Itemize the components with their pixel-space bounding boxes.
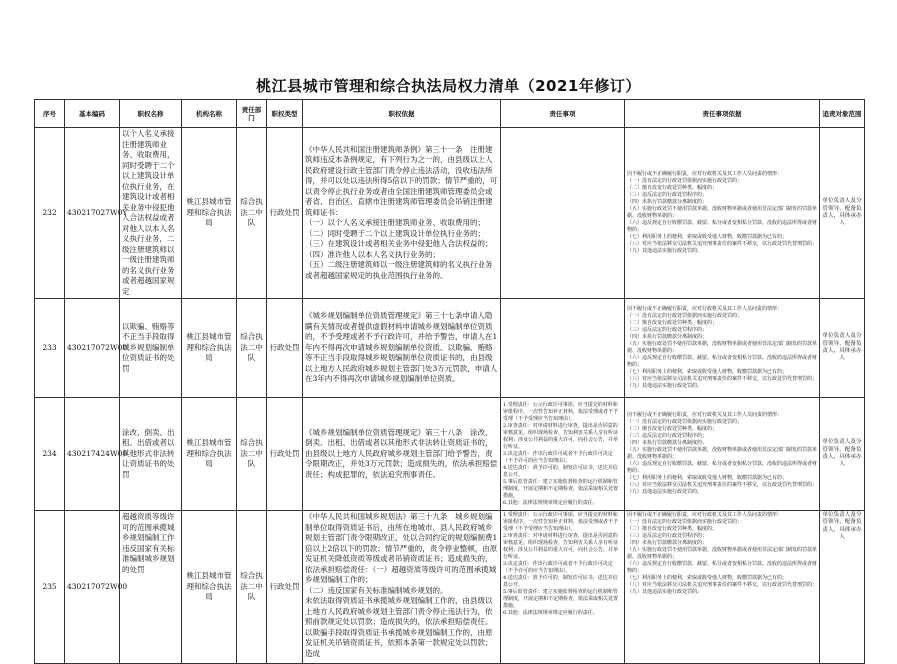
cell-duty-line: 5.事后监管责任：建立实施监督检查的运行机制和管理制度，开展定期和不定期检查，依法采取相关处置措施。 — [503, 589, 619, 609]
cell-duty-basis-line: （一）没有法定的行政处罚依据而实施行政处罚的； — [627, 519, 743, 525]
cell-type: 行政处罚 — [267, 128, 303, 299]
cell-duty-basis-line: 因不履行或不正确履行职责，应对行政机关及其工作人员问责的情形： — [627, 171, 783, 177]
cell-code: 430217424W00 — [65, 398, 120, 511]
header-code: 基本编码 — [65, 100, 120, 128]
cell-duty-line: 6.其他：法律法规规章规定应履行的责任。 — [503, 499, 598, 506]
header-no: 序号 — [35, 100, 65, 128]
cell-duty-basis-line: （九）其他违法实施行政处罚的。 — [627, 383, 703, 389]
header-dept: 责任部门 — [237, 100, 267, 128]
cell-duty-basis-line: （五）实施行政处罚不使用罚款单据，没收财物单据或者使用非法定部门制发的罚款单据、没收财物单据的； — [627, 447, 818, 460]
cell-type: 行政处罚 — [267, 299, 303, 398]
cell-duty-line: 6.其他：法律法规规章规定应履行的责任。 — [503, 610, 598, 616]
cell-duty-basis-line: （五）实施行政处罚不使用罚款单据，没收财物单据或者使用非法定部门制发的罚款单据、没收财物单据的； — [627, 547, 818, 560]
cell-no: 232 — [35, 128, 65, 299]
table-row — [35, 511, 865, 664]
cell-duty-basis-line: 因不履行或不正确履行职责，应对行政机关及其工作人员问责的情形： — [627, 412, 783, 418]
header-org: 机构名称 — [182, 100, 237, 128]
cell-duty-basis-line: （四）未执行罚款缴款分离制度的； — [627, 440, 708, 446]
cell-duty-basis-line: （五）实施行政处罚不使用罚款单据，没收财物单据或者使用非法定部门制发的罚款单据、没收财物单据的； — [627, 341, 818, 354]
cell-duty-basis-line: （八）对应当依法移交司法机关追究刑事责任的案件不移交，以行政处罚代替刑罚的； — [627, 582, 818, 588]
cell-duty-basis-line: （四）未执行罚款缴款分离制度的； — [627, 540, 708, 546]
cell-duty-basis-line: （一）没有法定的行政处罚依据而实施行政处罚的； — [627, 313, 743, 319]
cell-duty-basis-line: （三）违反法定的行政处罚程序的； — [627, 433, 708, 439]
cell-duty-basis-line: （九）其他违法实施行政处罚的。 — [627, 248, 703, 254]
cell-basis-line: 以欺骗手段取得资质证书承揽城乡规划编制工作的，由原发证机关吊销资质证书，依照本条第一款规定处以罚款；造成 — [305, 627, 493, 658]
cell-no: 233 — [35, 299, 65, 398]
cell-duty — [501, 511, 625, 664]
cell-duty-basis-line: （七）利用职务上的便利，索取或收受他人财物，收缴罚款据为已有的； — [627, 369, 788, 375]
header-duty: 责任事项 — [501, 100, 625, 128]
cell-duty-basis — [625, 128, 820, 299]
cell-duty-basis-line: 因不履行或不正确履行职责，应对行政机关及其工作人员问责的情形： — [627, 306, 783, 312]
cell-duty-basis — [625, 398, 820, 511]
cell-accountable: 单位负责人及分管领导，配备负责人，具体承办人 — [820, 511, 865, 664]
cell-basis — [303, 398, 501, 511]
cell-duty-line: 1.受理责任：公示行政许可事项、应当提交的材料和审批程序，一次性告知补正材料，依法受理或者不予受理（不予受理应当告知理由）。 — [503, 401, 619, 422]
page-title: 桃江县城市管理和综合执法局权力清单（2021年修订） — [256, 77, 641, 95]
cell-duty-basis — [625, 299, 820, 398]
cell-name: 以个人名义承接注册建筑师业务、收取费用，同时受聘于二个以上建筑设计单位执行业务，在建筑设计或者相关业务中侵犯他人合法权益或者对他人以本人名义执行业务，二级注册建筑师以一级注册建筑师的名义执行业务或者超越国家规定 — [120, 128, 182, 299]
cell-code: 430217072W00 — [65, 299, 120, 398]
cell-duty-basis-line: （九）其他违法实施行政处罚的。 — [627, 489, 703, 495]
cell-type: 行政处罚 — [267, 398, 303, 511]
cell-duty-basis-line: （七）利用职务上的便利，索取或收受他人财物，收缴罚款据为已有的； — [627, 234, 788, 240]
cell-basis — [303, 511, 501, 664]
cell-duty-line: 3.决定责任：作出行政许可或者不予行政许可决定（不予许可的应当告知理由）。 — [503, 561, 613, 574]
header-type: 职权类型 — [267, 100, 303, 128]
cell-duty-basis-line: （六）违反规定自行收缴罚款、截留、私分或者变相私分罚款、没收的违法所得或者财物的； — [627, 355, 818, 368]
cell-code: 430217027W0Y — [65, 128, 120, 299]
cell-duty-line: 2.审查责任：对申请材料进行审查，提出是否同意的审核意见，组织现场检查，告知利害关系人享有听证权利；涉及公共利益的重大许可，向社会公告，并举行听证。 — [503, 422, 619, 450]
cell-duty-basis-line: （一）没有法定的行政处罚依据而实施行政处罚的； — [627, 178, 743, 184]
table-header-row — [35, 100, 865, 128]
cell-basis-line: （四）准许他人以本人名义执行业务的； — [305, 249, 440, 259]
table-row — [35, 299, 865, 398]
header-name: 职权名称 — [120, 100, 182, 128]
cell-duty-basis-line: （六）违反规定自行收缴罚款、截留、私分或者变相私分罚款、没收的违法所得或者财物的； — [627, 220, 818, 233]
cell-duty — [501, 299, 625, 398]
header-duty-basis: 责任事项依据 — [625, 100, 820, 128]
cell-duty-basis-line: （八）对应当依法移交司法机关追究刑事责任的案件不移交，以行政处罚代替刑罚的； — [627, 482, 818, 488]
cell-duty-basis-line: （六）违反规定自行收缴罚款、截留、私分或者变相私分罚款、没收的违法所得或者财物的； — [627, 461, 818, 474]
cell-name: 以欺骗、贿赂等不正当手段取得城乡规划编制单位资质证书的处罚 — [120, 299, 182, 398]
cell-org: 桃江县城市管理和综合执法局 — [182, 299, 237, 398]
cell-duty-line: 4.送达责任：准予许可的，制发许可证书，送达并信息公开。 — [503, 575, 618, 588]
cell-dept: 综合执法二中队 — [237, 511, 267, 664]
cell-duty-basis-line: （二）擅自改变行政处罚种类、幅度的； — [627, 320, 718, 326]
cell-org: 桃江县城市管理和综合执法局 — [182, 511, 237, 664]
table-row — [35, 128, 865, 299]
cell-duty-basis — [625, 511, 820, 664]
cell-accountable: 单位负责人及分管领导，配备负责人，具体承办人 — [820, 398, 865, 511]
cell-no: 234 — [35, 398, 65, 511]
cell-basis-line: 《城乡规划编制单位资质管理规定》第三十七条申请人隐瞒有关情况或者提供虚假材料申请城乡规划编制单位资质的，不予受理或者不予行政许可，并给予警告，申请人在1年内不得再次申请城乡规划编制单位资质。以欺骗、贿赂等不正当手段取得城乡规划编制单位资质证书的，由县级以上地方人民政府城乡规划主管部门处3万元罚款，申请人在3年内不得再次申请城乡规划编制单位资质。 — [305, 311, 498, 384]
cell-duty-basis-line: （四）未执行罚款缴款分离制度的； — [627, 334, 708, 340]
cell-duty-basis-line: （二）擅自改变行政处罚种类、幅度的； — [627, 426, 718, 432]
cell-duty-basis-line: 因不履行或不正确履行职责，应对行政机关及其工作人员问责的情形： — [627, 512, 783, 518]
cell-basis-line: （二）违反国家有关标准编制城乡规划的。 — [305, 585, 448, 595]
cell-duty-basis-line: （七）利用职务上的便利，索取或收受他人财物，收缴罚款据为已有的； — [627, 575, 788, 581]
cell-dept: 综合执法二中队 — [237, 299, 267, 398]
cell-duty-basis-line: （二）擅自改变行政处罚种类、幅度的； — [627, 526, 718, 532]
cell-duty — [501, 128, 625, 299]
cell-basis-line: 《城乡规划编制单位资质管理规定》第三十八条 涂改、倒卖、出租、出借或者以其他形式非法转让资质证书的，由县级以上地方人民政府城乡规划主管部门给予警告，责令限期改正，并处3万元罚款；造成损失的，依法承担赔偿责任；构成犯罪的，依法追究刑事责任。 — [305, 427, 498, 479]
cell-basis-line: 未依法取得资质证书承揽城乡规划编制工作的，由县级以上地方人民政府城乡规划主管部门责令停止违法行为，依照前款规定处以罚款；造成损失的，依法承担赔偿责任。 — [305, 596, 493, 626]
cell-duty-basis-line: （九）其他违法实施行政处罚的。 — [627, 589, 703, 595]
cell-duty-basis-line: （八）对应当依法移交司法机关追究刑事责任的案件不移交，以行政处罚代替刑罚的； — [627, 241, 818, 247]
cell-duty — [501, 398, 625, 511]
cell-duty-basis-line: （八）对应当依法移交司法机关追究刑事责任的案件不移交，以行政处罚代替刑罚的； — [627, 376, 818, 382]
cell-duty-basis-line: （三）违反法定的行政处罚程序的； — [627, 533, 708, 539]
cell-duty-line: 1.受理责任：公示行政许可事项、应当提交的材料和审批程序，一次性告知补正材料，依法受理或者不予受理（不予受理应当告知理由）。 — [503, 512, 619, 532]
table-row — [35, 398, 865, 511]
cell-code: 430217072W00 — [65, 511, 120, 664]
cell-basis-line: （三）在建筑设计或者相关业务中侵犯他人合法权益的； — [305, 239, 493, 249]
cell-type: 行政处罚 — [267, 511, 303, 664]
cell-duty-line: 2.审查责任：对申请材料进行审查，提出是否同意的审核意见，组织现场检查，告知利害关系人享有听证权利；涉及公共利益的重大许可，向社会公告，并举行听证。 — [503, 533, 619, 560]
cell-org: 桃江县城市管理和综合执法局 — [182, 128, 237, 299]
cell-duty-basis-line: （一）没有法定的行政处罚依据而实施行政处罚的； — [627, 419, 743, 425]
cell-duty-basis-line: （三）违反法定的行政处罚程序的； — [627, 192, 708, 198]
cell-no: 235 — [35, 511, 65, 664]
cell-duty-line: 3.决定责任：作出行政许可或者不予行政许可决定（不予许可的应当告知理由）。 — [503, 450, 613, 464]
cell-name: 涂改、倒卖、出租、出借或者以其他形式非法转让资质证书的处罚 — [120, 398, 182, 511]
header-accountable: 追责对象范围 — [820, 100, 865, 128]
cell-basis-line: 《中华人民共和国城乡规划法》第三十九条 城乡规划编制单位取得资质证书后，由所在地城市、县人民政府城乡规划主管部门责令限期改正，处以合同约定的规划编制费1倍以上2倍以下的罚款；情节严重的，责令停业整顿，由原发证机关降低资质等级或者吊销资质证书；造成损失的，依法承担赔偿责任：（一）超越资质等级许可的范围承揽城乡规划编制工作的； — [305, 512, 498, 584]
cell-basis-line: （五）二级注册建筑师以一级注册建筑师的名义执行业务或者超越国家规定的执业范围执行业务的。 — [305, 260, 493, 280]
cell-basis-line: （一）以个人名义承接注册建筑师业务、收取费用的； — [305, 218, 485, 228]
cell-duty-basis-line: （二）擅自改变行政处罚种类、幅度的； — [627, 185, 718, 191]
cell-duty-basis-line: （四）未执行罚款缴款分离制度的； — [627, 199, 708, 205]
cell-basis — [303, 299, 501, 398]
header-basis: 职权依据 — [303, 100, 501, 128]
cell-dept: 综合执法二中队 — [237, 398, 267, 511]
cell-duty-basis-line: （五）实施行政处罚不使用罚款单据，没收财物单据或者使用非法定部门制发的罚款单据、没收财物单据的； — [627, 206, 818, 219]
cell-duty-basis-line: （六）违反规定自行收缴罚款、截留、私分或者变相私分罚款、没收的违法所得或者财物的； — [627, 561, 818, 574]
cell-basis — [303, 128, 501, 299]
cell-accountable: 单位负责人及分管领导，配备负责人，具体承办人 — [820, 128, 865, 299]
cell-name: 超越资质等级许可的范围承揽城乡规划编制工作违反国家有关标准编制城乡规划的处罚 — [120, 511, 182, 664]
cell-accountable: 单位负责人及分管领导，配备负责人，具体承办人 — [820, 299, 865, 398]
cell-basis-line: （二）同时受聘于二个以上建筑设计单位执行业务的； — [305, 228, 485, 238]
power-list-table — [34, 99, 865, 664]
cell-org: 桃江县城市管理和综合执法局 — [182, 398, 237, 511]
cell-duty-basis-line: （三）违反法定的行政处罚程序的； — [627, 327, 708, 333]
cell-duty-line: 4.送达责任：准予许可的，制发许可证书，送达并信息公开。 — [503, 464, 618, 478]
cell-duty-line: 5.事后监管责任：建立实施监督检查的运行机制和管理制度，开展定期和不定期检查，依法采取相关处置措施。 — [503, 478, 619, 499]
cell-duty-basis-line: （七）利用职务上的便利，索取或收受他人财物，收缴罚款据为已有的； — [627, 475, 788, 481]
cell-basis-line: 《中华人民共和国注册建筑师条例》第三十一条 注册建筑师违反本条例规定，有下列行为之一的，由县级以上人民政府建设行政主管部门责令停止违法活动，没收违法所得，并可以处以违法所得5倍以下的罚款；情节严重的，可以责令停止执行业务或者由全国注册建筑师管理委员会或者省、自治区、直辖市注册建筑师管理委员会吊销注册建筑师证书： — [305, 144, 498, 217]
cell-dept: 综合执法二中队 — [237, 128, 267, 299]
